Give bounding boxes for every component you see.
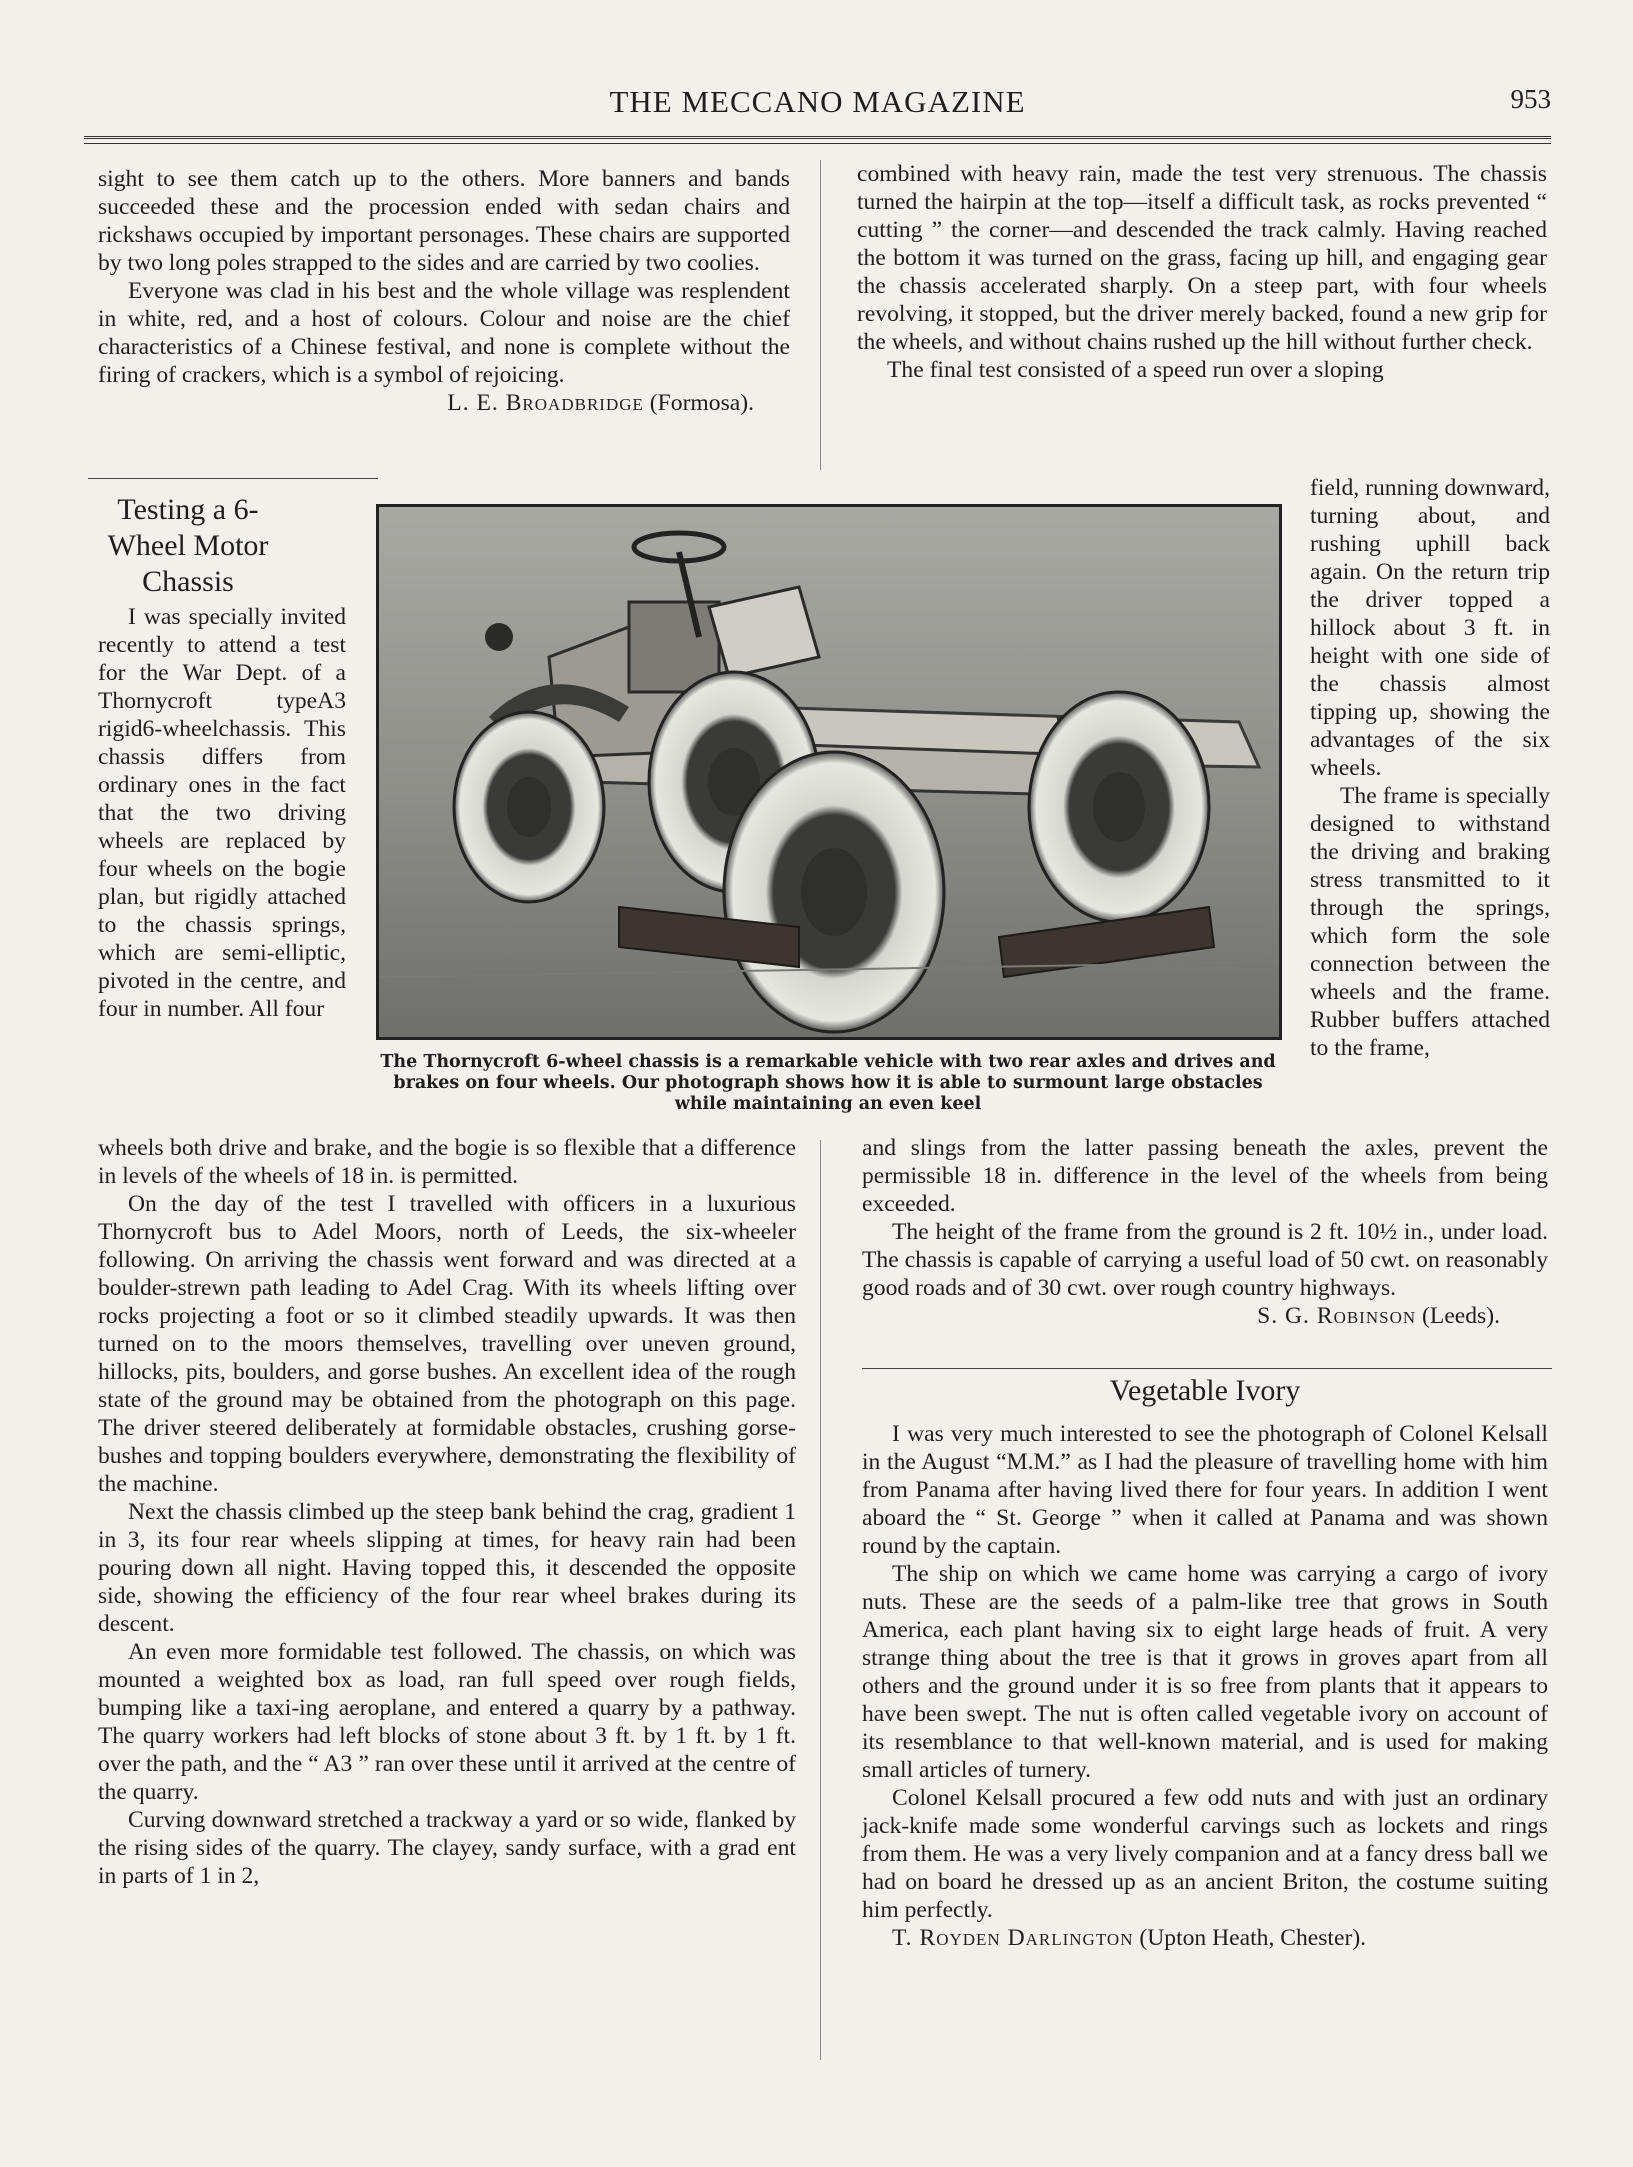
magazine-title: THE MECCANO MAGAZINE xyxy=(609,84,1026,119)
paragraph: Curving downward stretched a trackway a yard or so wide, flanked by the rising sides of the quarry. The clayey, sandy surface, with a grad ent in parts of 1 in 2, xyxy=(98,1807,796,1889)
chassis-illustration xyxy=(379,507,1279,1037)
author-place: (Formosa). xyxy=(649,390,754,416)
article-heading-ivory: Vegetable Ivory xyxy=(1109,1374,1301,1407)
paragraph: The frame is specially designed to withstand the driving and braking stress transmitted to it through the springs, which form the sole connection between the wheels and the frame. Rubber buffers attached to the frame, xyxy=(1310,783,1550,1061)
paragraph: Next the chassis climbed up the steep bank behind the crag, gradient 1 in 3, its four rear wheels slipping at times, for heavy rain had been pouring down all night. Having topped this, it descended the opposite side, showing the efficiency of the four rear wheel brakes during its descent. xyxy=(98,1499,796,1637)
column-divider-bottom xyxy=(820,1140,821,2060)
paragraph: wheels both drive and brake, and the bogie is so flexible that a difference in levels of the wheels of 18 in. is permitted. xyxy=(98,1135,796,1189)
photo-caption: The Thornycroft 6-wheel chassis is a remarkable vehicle with two rear axles and drives and brakes on four wheels. Our photograph shows how it is able to surmount large obstacles while maintaining an even keel xyxy=(380,1052,1276,1114)
author-signature xyxy=(862,1302,1548,1330)
paragraph: On the day of the test I travelled with officers in a luxurious Thornycroft bus to Adel Moors, north of Leeds, the six-wheeler following. On arriving the chassis went forward and was directed at a boulder-strewn path leading to Adel Crag. With its wheels lifting over rocks projecting a foot or so it climbed steadily upwards. It was then turned on to the moors themselves, travelling over uneven ground, hillocks, pits, boulders, and gorse bushes. An excellent idea of the rough state of the ground may be obtained from the photograph on this page. The driver steered deliberately at formidable obstacles, crushing gorse-bushes and topping boulders everywhere, demonstrating the flexibility of the machine. xyxy=(98,1191,796,1497)
author-name: S. G. Robinson xyxy=(1257,1303,1417,1329)
page-header xyxy=(84,84,1551,124)
section-rule xyxy=(88,478,378,479)
paragraph: I was specially invited recently to attend a test for the War Dept. of a Thornycroft typeA3 rigid6-wheelchassis. This chassis differs from ordinary ones in the fact that the two driving wheels are replaced by four wheels on the bogie plan, but rigidly attached to the chassis springs, which are semi-elliptic, pivoted in the centre, and four in number. All four xyxy=(98,604,346,1022)
paragraph: The final test consisted of a speed run over a sloping xyxy=(887,357,1384,383)
column-divider-top xyxy=(820,160,821,470)
article-heading-testing: Testing a 6-Wheel Motor Chassis xyxy=(107,493,269,598)
ivory-article xyxy=(862,1420,1548,1952)
paragraph: field, running downward, turning about, and rushing uphill back again. On the return trip the driver topped a hillock about 3 ft. in height with one side of the chassis almost tipping up, showing the advantages of the six wheels. xyxy=(1310,475,1550,781)
chassis-article-narrow-right xyxy=(1310,474,1550,1062)
paragraph: sight to see them catch up to the others. More banners and bands succeeded these and the procession ended with sedan chairs and rickshaws occupied by important personages. These chairs are supported by two long poles strapped to the sides and are carried by two coolies. xyxy=(98,166,790,276)
paragraph: I was very much interested to see the photograph of Colonel Kelsall in the August “M.M.” as I had the pleasure of travelling home with him from Panama after having lived there for four years. In addition I went aboard the “ St. George ” when it called at Panama and was shown round by the captain. xyxy=(862,1421,1548,1559)
paragraph: The height of the frame from the ground is 2 ft. 10½ in., under load. The chassis is capable of carrying a useful load of 50 cwt. on reasonably good roads and of 30 cwt. over rough country highways. xyxy=(862,1219,1548,1301)
header-rule xyxy=(84,136,1551,144)
chassis-article-narrow-left xyxy=(98,603,346,1023)
author-signature xyxy=(98,389,790,417)
paragraph: and slings from the latter passing beneath the axles, prevent the permissible 18 in. difference in the level of the wheels from being exceeded. xyxy=(862,1135,1548,1217)
author-name: L. E. Broadbridge xyxy=(447,390,644,416)
author-signature xyxy=(862,1924,1548,1952)
paragraph: combined with heavy rain, made the test very strenuous. The chassis turned the hairpin at the top—itself a difficult task, as rocks prevented “ cutting ” the corner—and descended the track calmly. Having reached the bottom it was turned on the grass, facing up hill, and engaging gear the chassis accelerated sharply. On a steep part, with four wheels revolving, it stopped, but the driver merely backed, found a new grip for the wheels, and without chains rushed up the hill without further check. xyxy=(857,161,1547,355)
paragraph: The ship on which we came home was carrying a cargo of ivory nuts. These are the seeds of a palm-like tree that grows in South America, each plant having six to eight large heads of fruit. A very strange thing about the tree is that it grows in groves apart from all others and the ground under it is so free from plants that it appears to have been swept. The nut is often called vegetable ivory on account of its resemblance to that well-known material, and is used for making small articles of turnery. xyxy=(862,1561,1548,1783)
chassis-article-left-bottom xyxy=(98,1134,796,1890)
chassis-photograph xyxy=(376,504,1282,1040)
author-place: (Leeds). xyxy=(1422,1303,1500,1329)
page-number: 953 xyxy=(1510,84,1551,114)
chassis-article-right-bottom xyxy=(862,1134,1548,1330)
section-rule xyxy=(862,1368,1552,1369)
festival-article-end xyxy=(98,165,790,417)
paragraph: Everyone was clad in his best and the whole village was resplendent in white, red, and a host of colours. Colour and noise are the chief characteristics of a Chinese festival, and none is complete without the firing of crackers, which is a symbol of rejoicing. xyxy=(98,278,790,388)
chassis-article-right-top xyxy=(857,160,1547,384)
paragraph: Colonel Kelsall procured a few odd nuts and with just an ordinary jack-knife made some wonderful carvings such as lockets and rings from them. He was a very lively companion and at a fancy dress ball we had on board he dressed up as an ancient Briton, the costume suiting him perfectly. xyxy=(862,1785,1548,1923)
author-place: (Upton Heath, Chester). xyxy=(1139,1925,1367,1951)
paragraph: An even more formidable test followed. The chassis, on which was mounted a weighted box as load, ran full speed over rough fields, bumping like a taxi-ing aeroplane, and entered a quarry by a pathway. The quarry workers had left blocks of stone about 3 ft. by 1 ft. by 1 ft. over the path, and the “ A3 ” ran over these until it arrived at the centre of the quarry. xyxy=(98,1639,796,1805)
author-name: T. Royden Darlington xyxy=(892,1925,1134,1951)
